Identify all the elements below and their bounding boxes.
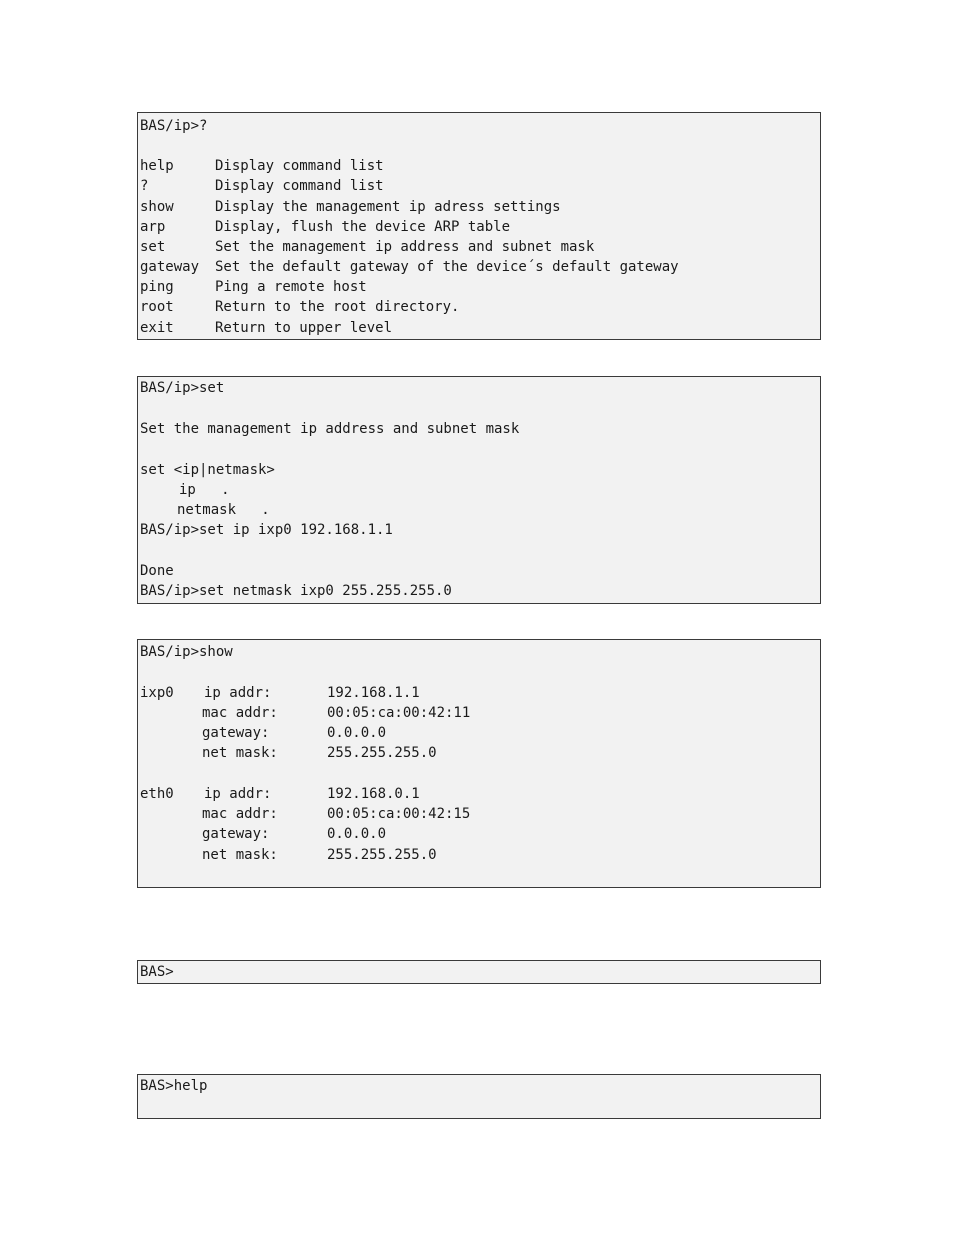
command-name: help	[140, 158, 174, 174]
prompt-line: BAS>	[140, 964, 174, 980]
command-name: ping	[140, 279, 174, 295]
command-row	[140, 217, 820, 237]
field-value: 00:05:ca:00:42:15	[327, 806, 471, 822]
bas-help-box	[137, 1074, 821, 1119]
command-description: Display command list	[215, 178, 384, 194]
set-netmask-command: BAS/ip>set netmask ixp0 255.255.255.0	[140, 583, 452, 599]
interface-row	[140, 824, 820, 844]
prompt-line: BAS>help	[140, 1078, 208, 1094]
command-row	[140, 176, 820, 196]
command-description: Ping a remote host	[215, 279, 367, 295]
field-label: ip addr:	[204, 685, 272, 701]
field-value: 192.168.0.1	[327, 786, 420, 802]
field-label: mac addr:	[202, 806, 278, 822]
command-description: Set the management ip address and subnet mask	[215, 239, 595, 255]
command-row	[140, 277, 820, 297]
interface-row	[140, 804, 820, 824]
command-name: set	[140, 239, 166, 255]
interface-row	[140, 743, 820, 763]
field-value: 255.255.255.0	[327, 847, 437, 863]
field-value: 00:05:ca:00:42:11	[327, 705, 471, 721]
set-option-netmask: netmask .	[177, 502, 270, 518]
prompt-line: BAS/ip>show	[140, 644, 233, 660]
field-value: 192.168.1.1	[327, 685, 420, 701]
interface-row	[140, 784, 820, 804]
command-name: gateway	[140, 259, 200, 275]
set-option-ip: ip .	[179, 482, 230, 498]
command-row	[140, 237, 820, 257]
command-description: Display, flush the device ARP table	[215, 219, 511, 235]
interface-name: ixp0	[140, 685, 174, 701]
set-usage: set <ip|netmask>	[140, 462, 275, 478]
help-command-box	[137, 112, 821, 340]
command-row	[140, 197, 820, 217]
command-description: Return to upper level	[215, 320, 393, 336]
set-description: Set the management ip address and subnet mask	[140, 421, 520, 437]
command-name: ?	[140, 178, 149, 194]
interface-row	[140, 723, 820, 743]
interface-name: eth0	[140, 786, 174, 802]
bas-prompt-box	[137, 960, 821, 984]
field-label: mac addr:	[202, 705, 278, 721]
command-name: exit	[140, 320, 174, 336]
interface-row	[140, 703, 820, 723]
command-row	[140, 297, 820, 317]
interface-row	[140, 683, 820, 703]
done-message: Done	[140, 563, 174, 579]
interface-row	[140, 845, 820, 865]
field-label: gateway:	[202, 725, 270, 741]
command-name: arp	[140, 219, 166, 235]
command-name: root	[140, 299, 174, 315]
set-command-box	[137, 376, 821, 604]
field-label: net mask:	[202, 847, 278, 863]
command-row	[140, 318, 820, 338]
field-label: net mask:	[202, 745, 278, 761]
prompt-line: BAS/ip>set	[140, 380, 225, 396]
field-label: ip addr:	[204, 786, 272, 802]
field-value: 255.255.255.0	[327, 745, 437, 761]
command-description: Set the default gateway of the device´s default gateway	[215, 259, 679, 275]
command-description: Display command list	[215, 158, 384, 174]
show-command-box	[137, 639, 821, 888]
field-value: 0.0.0.0	[327, 725, 387, 741]
command-description: Return to the root directory.	[215, 299, 460, 315]
set-ip-command: BAS/ip>set ip ixp0 192.168.1.1	[140, 522, 393, 538]
command-row	[140, 257, 820, 277]
field-value: 0.0.0.0	[327, 826, 387, 842]
prompt-line: BAS/ip>?	[140, 118, 208, 134]
command-name: show	[140, 199, 174, 215]
field-label: gateway:	[202, 826, 270, 842]
command-description: Display the management ip adress settings	[215, 199, 561, 215]
command-row	[140, 156, 820, 176]
